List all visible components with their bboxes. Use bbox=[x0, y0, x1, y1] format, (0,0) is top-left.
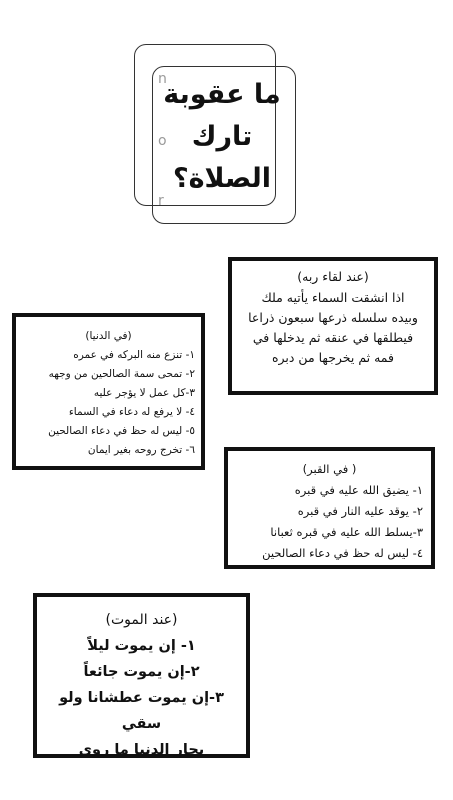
page-title bbox=[158, 71, 284, 200]
list-item: ٢- يوقد عليه النار في قبره bbox=[297, 504, 423, 518]
card-heading: (عند لقاء ربه) bbox=[297, 269, 369, 284]
title-line: ما عقوبة bbox=[163, 79, 281, 110]
decor-letter: o bbox=[158, 133, 167, 149]
card-heading: ( في القبر) bbox=[302, 462, 357, 476]
list-item: ٥- ليس له حظ في دعاء الصالحين bbox=[48, 425, 195, 437]
list-item: ٣-إن يموت عطشانا ولو سقي bbox=[59, 690, 224, 732]
title-line: الصلاة؟ bbox=[172, 163, 272, 194]
card-line: فيطلقها في عنقه ثم يدخلها في bbox=[252, 330, 414, 345]
card-in-world bbox=[12, 313, 205, 470]
card-meeting-lord bbox=[228, 257, 438, 395]
card-line: وبيده سلسله ذرعها سبعون ذراعا bbox=[248, 310, 418, 325]
list-item: ٣-كل عمل لا يؤجر عليه bbox=[93, 387, 195, 399]
decor-letter: n bbox=[158, 71, 167, 87]
list-item: ١- يضيق الله عليه في قبره bbox=[294, 483, 423, 497]
list-item: ١- إن يموت ليلاً bbox=[87, 638, 196, 654]
list-item: ٢- تمحى سمة الصالحين من وجهه bbox=[48, 368, 195, 380]
card-at-death bbox=[33, 593, 250, 758]
list-item: ٦- تخرج روحه بغير ايمان bbox=[87, 444, 195, 456]
list-item: ٤- لا يرفع له دعاء في السماء bbox=[68, 406, 195, 418]
list-item: ٢-إن يموت جائعاً bbox=[83, 664, 200, 680]
list-item: بحار الدنيا ما روى bbox=[78, 742, 205, 758]
decor-letter: r bbox=[158, 193, 164, 209]
card-in-grave bbox=[224, 447, 435, 569]
list-item: ١- تنزع منه البركه في عمره bbox=[73, 349, 195, 361]
list-item: ٤- ليس له حظ في دعاء الصالحين bbox=[262, 546, 423, 560]
card-line: اذا انشقت السماء يأتيه ملك bbox=[261, 290, 405, 305]
card-line: فمه ثم يخرجها من دبره bbox=[271, 350, 395, 365]
card-heading: (عند الموت) bbox=[105, 612, 178, 628]
title-line: تارك bbox=[191, 121, 253, 152]
card-heading: (في الدنيا) bbox=[85, 330, 132, 342]
list-item: ٣-يسلط الله عليه في قبره ثعبانا bbox=[270, 525, 423, 539]
